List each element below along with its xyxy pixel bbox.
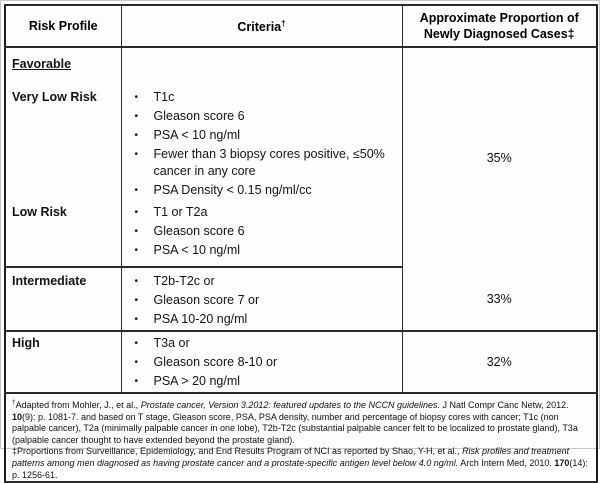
footnote-segment: (14): p. 1256-61. (12, 457, 588, 480)
criteria-item (129, 242, 394, 259)
low-risk-criteria-cell (121, 201, 402, 267)
favorable-proportion-value: 35% (402, 47, 597, 267)
footnote-segment: 10 (12, 411, 23, 422)
high-label-cell (5, 331, 121, 393)
very-low-risk-label: Very Low Risk (12, 90, 97, 104)
bullet-icon: • (134, 185, 139, 196)
footnote-segment: ‡Proportions from Surveillance, Epidemiology, and End Results Program of NCI as reported by Shao, Y-H, et al., (12, 446, 463, 457)
favorable-very-low-risk-row (5, 47, 597, 201)
intermediate-risk-row (5, 267, 597, 331)
footnote-dagger (12, 397, 589, 446)
criteria-text: PSA > 20 ng/ml (153, 374, 241, 388)
high-criteria-cell (121, 331, 402, 393)
very-low-risk-criteria-cell (121, 47, 402, 201)
low-risk-label-cell (5, 201, 121, 267)
bullet-icon: • (134, 130, 139, 141)
risk-table (4, 4, 598, 483)
footnote-segment: J Natl Compr Canc Netw, 2012. (440, 400, 569, 410)
header-proportion-line2: Newly Diagnosed Cases‡ (423, 27, 575, 41)
criteria-text: T2b-T2c or (153, 274, 215, 288)
high-risk-row (5, 331, 597, 393)
criteria-item (129, 292, 394, 309)
criteria-text: PSA < 10 ng/ml (153, 243, 241, 257)
footnote-cell (5, 393, 597, 482)
favorable-group-label: Favorable (12, 57, 72, 71)
footnote-segment: Arch Intern Med, 2010. (458, 457, 555, 468)
criteria-item (129, 108, 394, 125)
intermediate-label-cell (5, 267, 121, 331)
criteria-item (129, 223, 394, 240)
intermediate-proportion-value: 33% (402, 267, 597, 331)
criteria-text: T3a or (153, 336, 190, 350)
criteria-item (129, 311, 394, 328)
bullet-icon: • (134, 338, 139, 349)
intermediate-label: Intermediate (12, 274, 87, 288)
footnote-segment: (9): p. 1081-7. and based on T stage, Gleason score, PSA, PSA density, number and percentage of biopsy cores with cancer; T1c (non palpable cancer), T2a (minimally palpable cancer in one lobe), T2b-T2c (substantial palpable cancer felt to be localized to prostate gland), T3a (palpable cancer thought to have extended beyond the prostate gland). (12, 411, 578, 445)
favorable-very-low-label-cell (5, 47, 121, 201)
dagger-symbol: † (281, 19, 286, 29)
criteria-text: Gleason score 6 (153, 109, 245, 123)
footnote-row (5, 393, 597, 482)
criteria-item (129, 354, 394, 371)
bullet-icon: • (134, 92, 139, 103)
high-proportion-value: 32% (402, 331, 597, 393)
intermediate-criteria-cell (121, 267, 402, 331)
criteria-text: Gleason score 8-10 or (153, 355, 278, 369)
criteria-item (129, 146, 394, 180)
bullet-icon: • (134, 276, 139, 287)
bullet-icon: • (134, 295, 139, 306)
header-criteria-text: Criteria (237, 20, 282, 35)
criteria-item (129, 273, 394, 290)
bullet-icon: • (134, 207, 139, 218)
criteria-text: Gleason score 6 (153, 224, 245, 238)
high-risk-label: High (12, 336, 40, 350)
criteria-text: PSA Density < 0.15 ng/ml/cc (153, 183, 312, 197)
bullet-icon: • (134, 314, 139, 325)
footnote-segment: † (12, 399, 16, 406)
criteria-text: Gleason score 7 or (153, 293, 260, 307)
low-risk-label: Low Risk (12, 205, 67, 219)
bullet-icon: • (134, 111, 139, 122)
footnote-segment: Prostate cancer, Version 3.2012: featured updates to the NCCN guidelines. (140, 400, 441, 410)
bullet-icon: • (134, 226, 139, 237)
low-risk-criteria-list (122, 201, 402, 259)
header-risk-profile: Risk Profile (5, 5, 121, 47)
criteria-item (129, 127, 394, 144)
bullet-icon: • (134, 357, 139, 368)
footnote-segment: 170 (554, 457, 570, 468)
criteria-text: PSA 10-20 ng/ml (153, 312, 248, 326)
intermediate-criteria-list (122, 268, 402, 328)
header-proportion (402, 5, 597, 47)
header-proportion-line1: Approximate Proportion of (419, 11, 579, 25)
criteria-text: Fewer than 3 biopsy cores positive, ≤50% cancer in any core (153, 147, 385, 178)
criteria-item (129, 89, 394, 106)
criteria-text: T1c (153, 90, 175, 104)
footnote-segment: Adapted from Mohler, J., et al., (15, 400, 141, 410)
criteria-text: T1 or T2a (153, 205, 208, 219)
high-criteria-list (122, 332, 402, 390)
header-criteria (121, 5, 402, 47)
bullet-icon: • (134, 376, 139, 387)
very-low-risk-criteria-list (122, 48, 402, 199)
header-row (5, 5, 597, 47)
criteria-item (129, 182, 394, 199)
criteria-item (129, 204, 394, 221)
criteria-item (129, 373, 394, 390)
criteria-item (129, 335, 394, 352)
criteria-text: PSA < 10 ng/ml (153, 128, 241, 142)
footnote-segment: Risk profiles and treatment patterns among men diagnosed as having prostate cancer and a prostate-specific antigen level below 4.0 ng/ml. (12, 446, 570, 468)
bullet-icon: • (134, 149, 139, 160)
footnote-double-dagger (12, 446, 589, 481)
bullet-icon: • (134, 245, 139, 256)
